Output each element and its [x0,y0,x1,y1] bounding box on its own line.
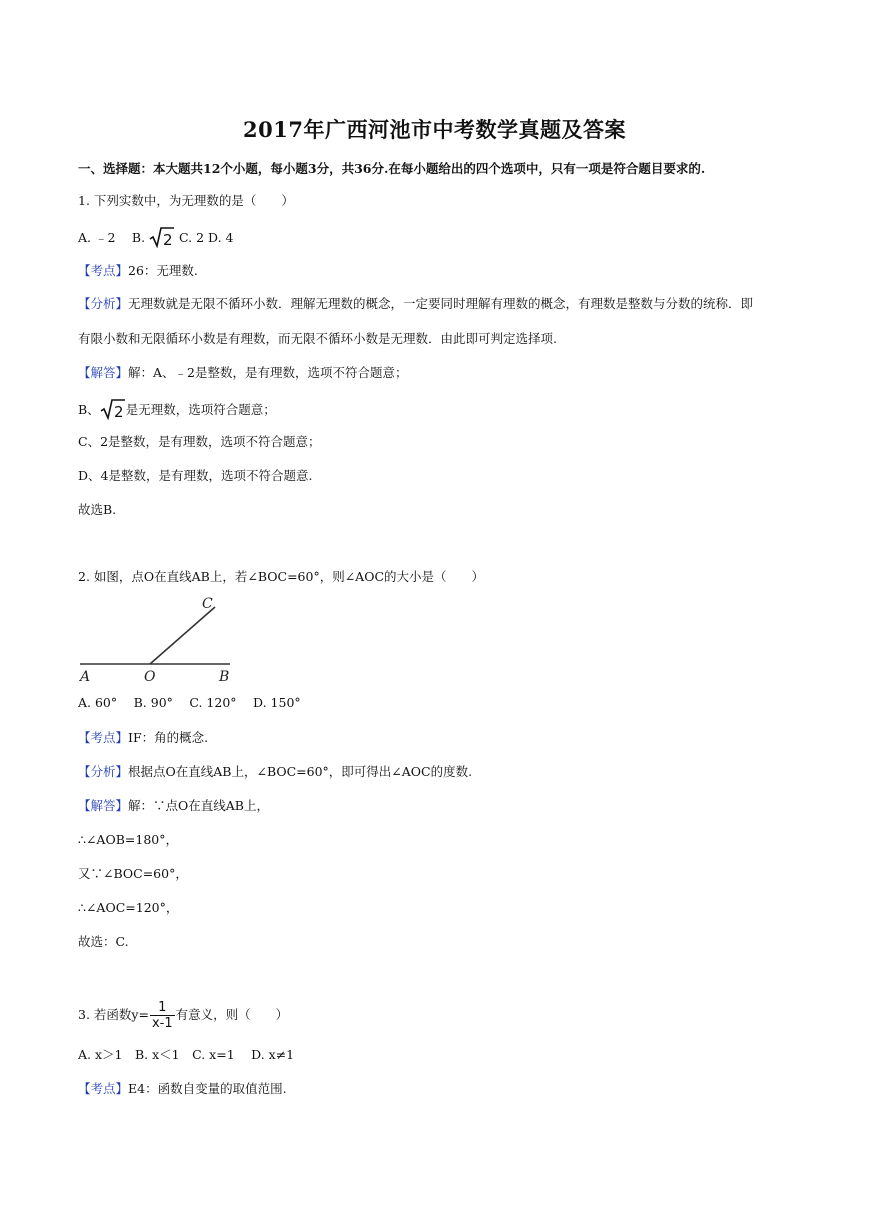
q3-options: A. x＞1 B. x＜1 C. x=1 D. x≠1 [78,1047,295,1062]
q3-kaodian-text: E4：函数自变量的取值范围. [128,1081,287,1096]
q1-answer: 故选B. [78,502,117,517]
q2-jieda [78,797,269,815]
kaodian-tag: 【考点】 [78,1081,129,1096]
q1-fenxi-line2: 有限小数和无限循环小数是有理数，而无限不循环小数是无理数．由此即可判定选择项. [78,331,557,346]
q2-kaodian-text: IF：角的概念. [128,730,209,745]
q2-jieda-line1: 解：∵点O在直线AB上， [128,798,269,813]
q1-sqrt-radicand: 2 [163,231,173,248]
q1-jieda-c: C、2是整数，是有理数，选项不符合题意； [78,434,321,449]
q2-fenxi-text: 根据点O在直线AB上，∠BOC=60°，即可得出∠AOC的度数. [128,764,473,779]
label-c: C [202,596,213,612]
section-heading: 一、选择题：本大题共12个小题，每小题3分，共36分.在每小题给出的四个选项中，只有一项是符合题目要求的. [78,161,706,176]
kaodian-tag: 【考点】 [78,263,129,278]
q3-kaodian [78,1080,287,1098]
q1-jieda [78,364,408,382]
q2-options: A. 60° B. 90° C. 120° D. 150° [78,695,301,710]
q3-fraction-numerator: 1 [158,1000,167,1015]
q1-options-rest: C. 2 D. 4 [175,230,234,245]
kaodian-tag: 【考点】 [78,730,129,745]
q1-options-a: A. ﹣2 B. [78,230,150,245]
page-title: 2017年广西河池市中考数学真题及答案 [243,117,626,142]
sqrt-symbol [100,398,126,425]
label-o: O [144,669,156,685]
q2-fenxi [78,763,472,781]
ray-oc [150,607,215,664]
q1-jieda-b-prefix: B、 [78,402,100,417]
q1-kaodian [78,262,198,280]
q3-fraction [150,1000,175,1031]
q2-answer: 故选：C. [78,934,129,949]
q3-fraction-denominator: x-1 [151,1016,173,1031]
q3-stem-suffix: 有意义，则（ ） [175,1007,289,1022]
q1-jieda-d: D、4是整数，是有理数，选项不符合题意. [78,468,313,483]
q3-stem-prefix: 3. 若函数y= [78,1007,149,1022]
q1-jieda-line1: 解：A、﹣2是整数，是有理数，选项不符合题意； [128,365,408,380]
q2-step3: ∴∠AOC=120°， [78,900,179,915]
q2-kaodian [78,729,208,747]
q1-jieda-b-suffix: 是无理数，选项符合题意； [125,402,276,417]
q1-fenxi [78,295,753,313]
q1-kaodian-text: 26：无理数. [128,263,198,278]
q2-stem: 2. 如图，点O在直线AB上，若∠BOC=60°，则∠AOC的大小是（ ） [78,569,485,584]
q1-fenxi-line1: 无理数就是无限不循环小数．理解无理数的概念，一定要同时理解有理数的概念，有理数是整数与分数的统称．即 [128,296,754,311]
q2-angle-figure [78,592,238,691]
q3-stem [78,996,288,1034]
q1-options [78,226,234,253]
q1-stem: 1. 下列实数中，为无理数的是（ ） [78,193,294,208]
q1-jieda-b [78,398,276,425]
q1-jieda-sqrt-radicand: 2 [113,403,124,420]
sqrt-symbol [149,226,175,253]
q2-step1: ∴∠AOB=180°， [78,832,178,847]
jieda-tag: 【解答】 [78,798,129,813]
label-a: A [80,669,91,685]
label-b: B [219,669,230,685]
jieda-tag: 【解答】 [78,365,129,380]
q2-step2: 又∵∠BOC=60°， [78,866,188,881]
fenxi-tag: 【分析】 [78,296,129,311]
fenxi-tag: 【分析】 [78,764,129,779]
